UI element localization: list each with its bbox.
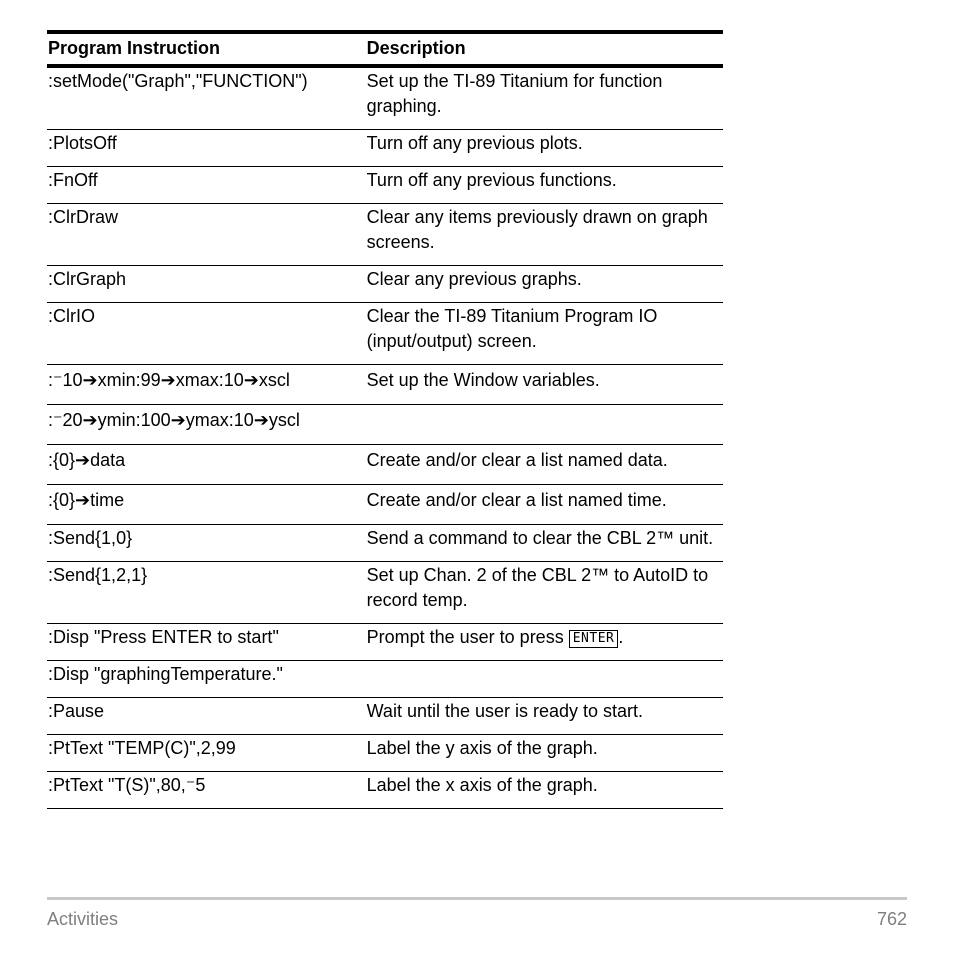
program-instruction-cell: :ClrDraw bbox=[47, 204, 366, 266]
description-cell: Clear any items previously drawn on graph screens. bbox=[366, 204, 723, 266]
program-instruction-cell: :⁻20➔ymin:100➔ymax:10➔yscl bbox=[47, 405, 366, 445]
table-row bbox=[47, 772, 723, 809]
description-cell: Clear the TI-89 Titanium Program IO (input/output) screen. bbox=[366, 303, 723, 365]
program-instruction-cell: :{0}➔data bbox=[47, 445, 366, 485]
header-program-instruction: Program Instruction bbox=[47, 32, 366, 66]
description-cell: Create and/or clear a list named time. bbox=[366, 485, 723, 525]
table-row bbox=[47, 365, 723, 405]
footer-divider bbox=[47, 897, 907, 900]
table-row bbox=[47, 66, 723, 130]
table-row bbox=[47, 562, 723, 624]
description-cell: Set up the Window variables. bbox=[366, 365, 723, 405]
table-header-row bbox=[47, 32, 723, 66]
footer-page-number: 762 bbox=[876, 909, 907, 929]
description-cell: Clear any previous graphs. bbox=[366, 266, 723, 303]
program-instruction-cell: :⁻10➔xmin:99➔xmax:10➔xscl bbox=[47, 365, 366, 405]
description-end: . bbox=[618, 627, 624, 647]
table-row bbox=[47, 525, 723, 562]
program-instruction-cell: :Disp "graphingTemperature." bbox=[47, 661, 366, 698]
description-cell: Set up the TI-89 Titanium for function graphing. bbox=[366, 66, 723, 130]
program-instruction-cell: :{0}➔time bbox=[47, 485, 366, 525]
description-cell: Send a command to clear the CBL 2™ unit. bbox=[366, 525, 723, 562]
program-instruction-cell: :setMode("Graph","FUNCTION") bbox=[47, 66, 366, 130]
description-cell: Set up Chan. 2 of the CBL 2™ to AutoID to record temp. bbox=[366, 562, 723, 624]
program-instruction-cell: :PlotsOff bbox=[47, 130, 366, 167]
table-row bbox=[47, 266, 723, 303]
description-cell: Turn off any previous functions. bbox=[366, 167, 723, 204]
program-instruction-cell: :ClrGraph bbox=[47, 266, 366, 303]
table-row bbox=[47, 167, 723, 204]
table-row bbox=[47, 303, 723, 365]
program-instruction-cell: :ClrIO bbox=[47, 303, 366, 365]
program-instruction-cell: :Pause bbox=[47, 698, 366, 735]
footer-section-label: Activities bbox=[47, 909, 119, 929]
program-instruction-cell: :PtText "T(S)",80,⁻5 bbox=[47, 772, 366, 809]
description-cell: Create and/or clear a list named data. bbox=[366, 445, 723, 485]
header-description: Description bbox=[366, 32, 723, 66]
description-cell bbox=[366, 661, 723, 698]
table-row bbox=[47, 698, 723, 735]
program-instruction-cell: :Send{1,2,1} bbox=[47, 562, 366, 624]
table-row bbox=[47, 485, 723, 525]
description-cell bbox=[366, 405, 723, 445]
table-row bbox=[47, 624, 723, 661]
description-cell: Wait until the user is ready to start. bbox=[366, 698, 723, 735]
table-row bbox=[47, 661, 723, 698]
description-cell: Label the x axis of the graph. bbox=[366, 772, 723, 809]
description-cell bbox=[366, 624, 723, 661]
description-text: Prompt the user to press bbox=[366, 627, 564, 647]
table-row bbox=[47, 405, 723, 445]
enter-key-icon: ENTER bbox=[569, 630, 619, 648]
table-row bbox=[47, 735, 723, 772]
description-cell: Label the y axis of the graph. bbox=[366, 735, 723, 772]
table-row bbox=[47, 445, 723, 485]
program-table bbox=[47, 30, 723, 809]
table-row bbox=[47, 130, 723, 167]
description-cell: Turn off any previous plots. bbox=[366, 130, 723, 167]
program-instruction-cell: :PtText "TEMP(C)",2,99 bbox=[47, 735, 366, 772]
table-row bbox=[47, 204, 723, 266]
program-instruction-cell: :Send{1,0} bbox=[47, 525, 366, 562]
program-instruction-cell: :FnOff bbox=[47, 167, 366, 204]
program-instruction-cell: :Disp "Press ENTER to start" bbox=[47, 624, 366, 661]
